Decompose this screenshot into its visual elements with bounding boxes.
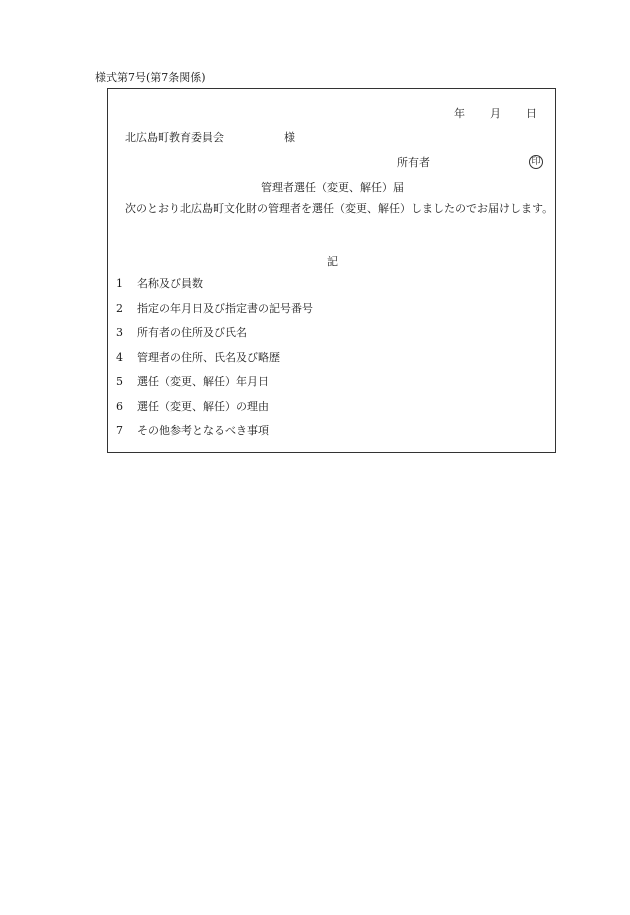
- ki-heading: 記: [327, 255, 338, 268]
- item-number: 1: [116, 277, 123, 290]
- list-item: [116, 277, 313, 302]
- item-list: [116, 277, 313, 449]
- item-text: 選任（変更、解任）の理由: [137, 399, 269, 413]
- recipient-honorific: 様: [284, 131, 295, 144]
- form-label: 様式第7号(第7条関係): [95, 71, 206, 84]
- item-number: 6: [116, 399, 123, 413]
- item-text: 名称及び員数: [137, 277, 203, 290]
- list-item: [116, 400, 313, 425]
- list-item: [116, 302, 313, 327]
- owner-label: 所有者: [397, 156, 430, 169]
- item-text: その他参考となるべき事項: [137, 424, 269, 437]
- document-title: 管理者選任（変更、解任）届: [261, 181, 404, 194]
- item-number: 2: [116, 301, 123, 315]
- item-number: 5: [116, 375, 123, 388]
- item-text: 管理者の住所、氏名及び略歴: [137, 350, 280, 364]
- list-item: [116, 375, 313, 400]
- form-box: [107, 88, 556, 453]
- date-month-label: 月: [490, 107, 501, 120]
- item-text: 選任（変更、解任）年月日: [137, 375, 269, 388]
- item-text: 所有者の住所及び氏名: [137, 326, 247, 339]
- item-number: 4: [116, 350, 123, 364]
- item-text: 指定の年月日及び指定書の記号番号: [137, 301, 313, 315]
- list-item: [116, 351, 313, 376]
- recipient-name: 北広島町教育委員会: [125, 131, 224, 144]
- date-row: [454, 105, 537, 121]
- list-item: [116, 424, 313, 449]
- item-number: 3: [116, 326, 123, 339]
- recipient: [125, 129, 295, 145]
- date-year-label: 年: [454, 107, 465, 120]
- body-text: 次のとおり北広島町文化財の管理者を選任（変更、解任）しましたのでお届けします。: [125, 202, 554, 215]
- list-item: [116, 326, 313, 351]
- seal-mark: 印: [529, 155, 543, 169]
- item-number: 7: [116, 424, 123, 437]
- date-day-label: 日: [526, 107, 537, 120]
